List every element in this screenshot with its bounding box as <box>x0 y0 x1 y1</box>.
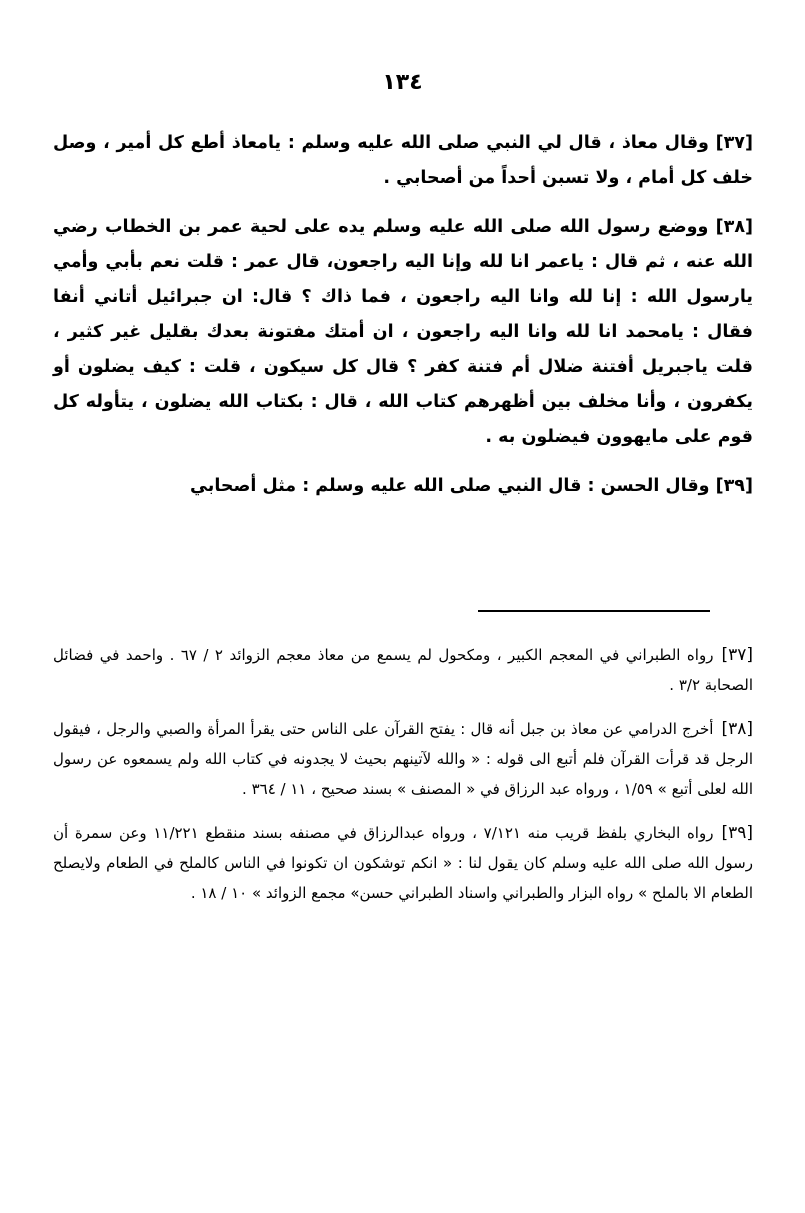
footnote-38 <box>53 714 753 804</box>
page-number: ١٣٤ <box>382 70 423 95</box>
main-text <box>53 126 753 504</box>
paragraph-38 <box>53 210 753 455</box>
footnote-text: أخرج الدرامي عن معاذ بن جبل أنه قال : يفتح القرآن على الناس حتى يقرأ المرأة والصبي والرجل ، فيقول الرجل قد قرأت القرآن فلم أتبع الى قوله : « والله لآتينهم بحيث لا يجدونه في كتاب الله ولم يسمعوه عن رسول الله لعلى أتبع » ١/٥٩ ، ورواه عبد الرزاق في « المصنف » بسند صحيح ، ١١ / ٣٦٤ . <box>53 720 753 798</box>
footnotes <box>53 640 753 922</box>
footnote-39 <box>53 818 753 908</box>
paragraph-text: وقال الحسن : قال النبي صلى الله عليه وسلم : مثل أصحابي <box>190 476 710 496</box>
footnote-number: [٣٩] <box>721 823 754 843</box>
paragraph-number: [٣٩] <box>715 476 753 496</box>
paragraph-text: وقال معاذ ، قال لي النبي صلى الله عليه وسلم : يامعاذ أطع كل أمير ، وصل خلف كل أمام ، ولا تسبن أحداً من أصحابي . <box>53 133 753 188</box>
paragraph-number: [٣٨] <box>715 217 754 237</box>
footnote-number: [٣٧] <box>721 645 753 665</box>
footnote-text: رواه البخاري بلفظ قريب منه ٧/١٢١ ، ورواه عبدالرزاق في مصنفه بسند منقطع ١١/٢٢١ وعن سمرة أن رسول الله صلى الله عليه وسلم كان يقول لنا : « انكم توشكون ان تكونوا في الناس كالملح في الطعام ولايصلح الطعام الا بالملح » رواه البزار والطبراني واسناد الطبراني حسن» مجمع الزوائد » ١٠ / ١٨ . <box>53 824 753 902</box>
footnote-number: [٣٨] <box>721 719 753 739</box>
footnote-text: رواه الطبراني في المعجم الكبير ، ومكحول لم يسمع من معاذ معجم الزوائد ٢ / ٦٧ . واحمد في فضائل الصحابة ٣/٢ . <box>53 646 753 694</box>
paragraph-37 <box>53 126 753 196</box>
paragraph-text: ووضع رسول الله صلى الله عليه وسلم يده على لحية عمر بن الخطاب رضي الله عنه ، ثم قال : ياعمر انا لله وإنا اليه راجعون، قال عمر : قلت نعم بأبي وأمي يارسول الله : إنا لله وانا اليه راجعون ، فما ذاك ؟ قال: ان جبرائيل أتاني أنفا فقال : يامحمد انا لله وانا اليه راجعون ، ان أمتك مفتونة بعدك بقليل غير كثير ، قلت ياجبريل أفتنة ضلال أم فتنة كفر ؟ قال كل سيكون ، قلت : كيف يضلون أو يكفرون ، وأنا مخلف بين أظهرهم كتاب الله ، قال : بكتاب الله يضلون ، يتأوله كل قوم على مايهوون فيضلون به . <box>53 217 753 447</box>
paragraph-39 <box>53 469 753 504</box>
footnote-37 <box>53 640 753 700</box>
footnote-separator <box>478 610 710 612</box>
paragraph-number: [٣٧] <box>715 133 753 153</box>
